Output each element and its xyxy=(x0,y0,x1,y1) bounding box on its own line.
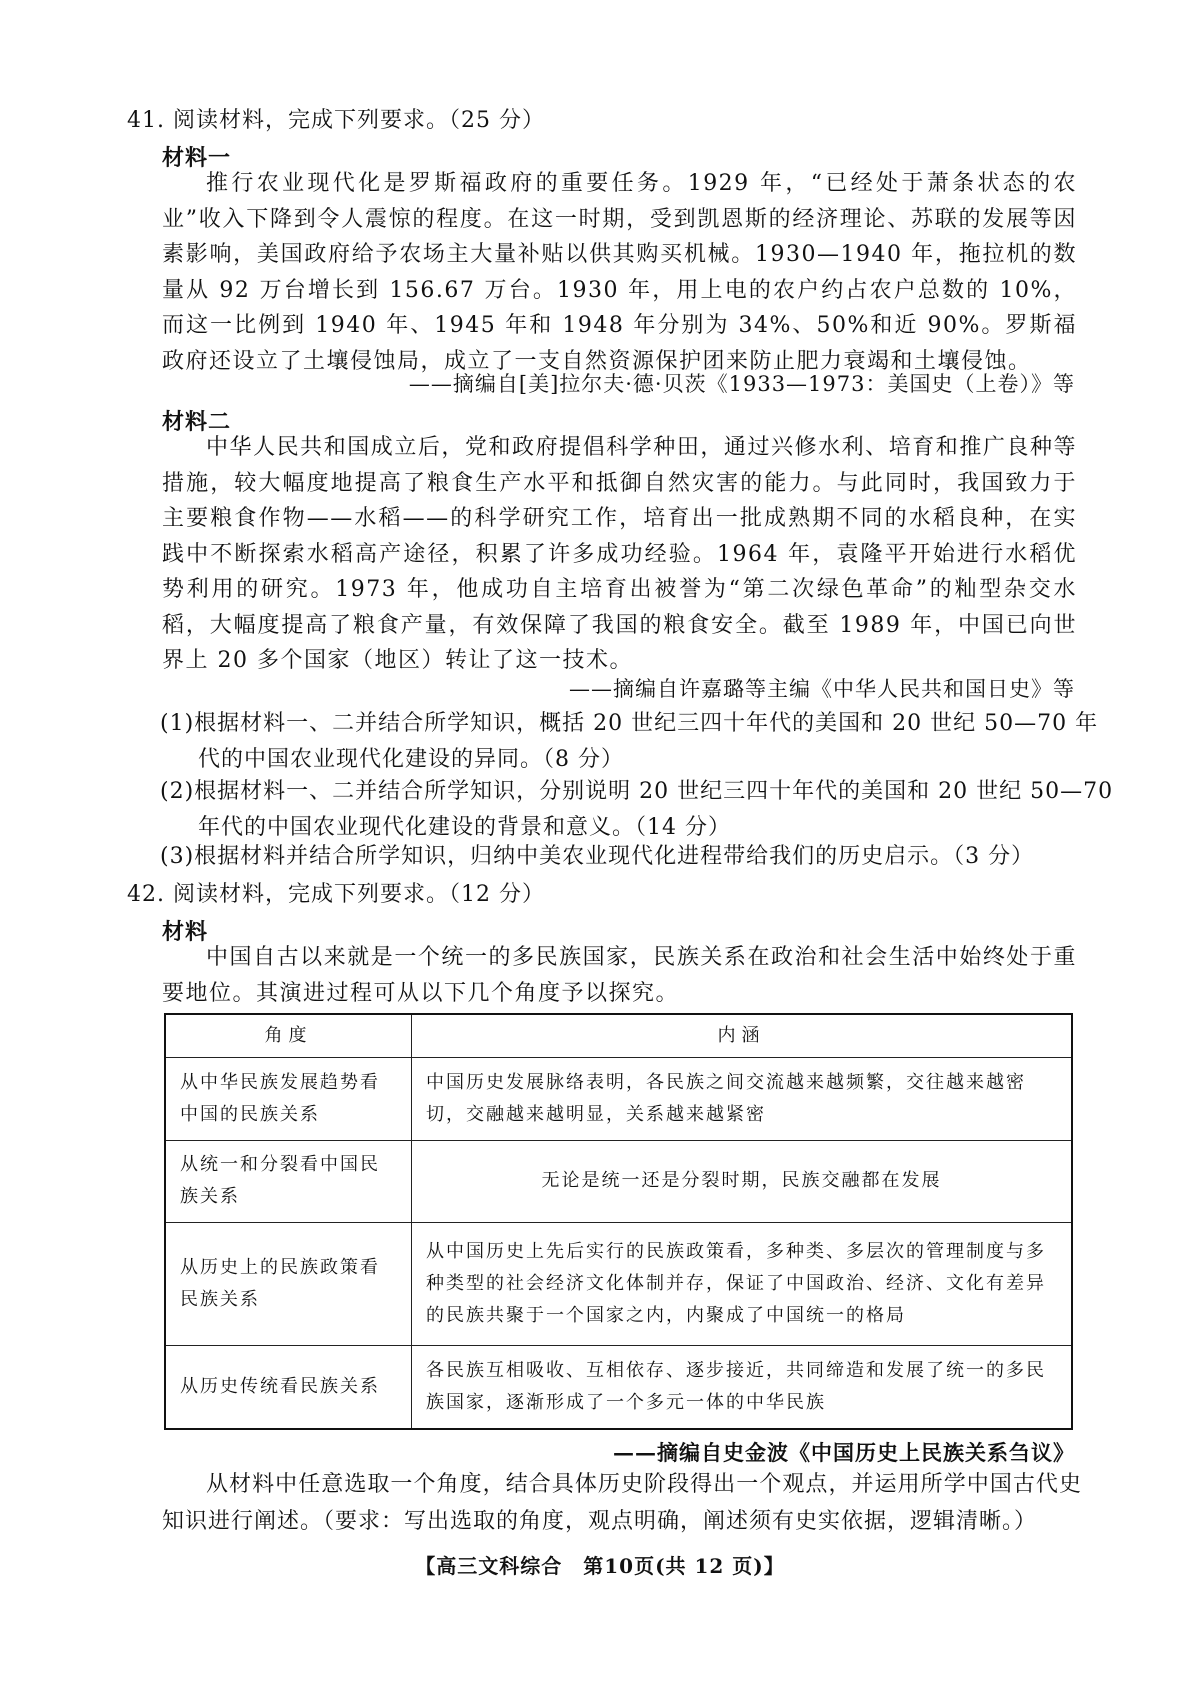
table-row xyxy=(165,1346,1072,1429)
question-41-heading: 41. 阅读材料，完成下列要求。（25 分） xyxy=(127,108,545,133)
table-row xyxy=(165,1058,1072,1141)
material-1-label: 材料一 xyxy=(162,145,232,171)
row-angle: 从历史传统看民族关系 xyxy=(165,1346,412,1429)
question-41-part-3: (3)根据材料并结合所学知识，归纳中美农业现代化进程带给我们的历史启示。（3 分） xyxy=(160,844,1035,869)
row-angle: 从统一和分裂看中国民族关系 xyxy=(165,1140,412,1223)
question-41-part-2: (2)根据材料一、二并结合所学知识，分别说明 20 世纪三四十年代的美国和 20 世纪 50—70 年代的中国农业现代化建设的背景和意义。（14 分） xyxy=(160,779,1114,840)
material-2-text: 中华人民共和国成立后，党和政府提倡科学种田，通过兴修水利、培育和推广良种等措施，较大幅度地提高了粮食生产水平和抵御自然灾害的能力。与此同时，我国致力于主要粮食作物——水稻——的科学研究工作，培育出一批成熟期不同的水稻良种，在实践中不断探索水稻高产途径，积累了许多成功经验。1964 年，袁隆平开始进行水稻优势利用的研究。1973 年，他成功自主培育出被誉为“第二次绿色革命”的籼型杂交水稻，大幅度提高了粮食产量，有效保障了我国的粮食安全。截至 1989 年，中国已向世界上 20 多个国家（地区）转让了这一技术。 xyxy=(162,435,1077,673)
table-row xyxy=(165,1140,1072,1223)
header-angle: 角度 xyxy=(165,1014,412,1058)
material-2-label: 材料二 xyxy=(162,409,232,435)
angles-table xyxy=(164,1013,1073,1430)
question-42-heading: 42. 阅读材料，完成下列要求。（12 分） xyxy=(127,882,545,907)
question-41-part-1: (1)根据材料一、二并结合所学知识，概括 20 世纪三四十年代的美国和 20 世纪 50—70 年代的中国农业现代化建设的异同。（8 分） xyxy=(160,711,1099,772)
material-1-text: 推行农业现代化是罗斯福政府的重要任务。1929 年，“已经处于萧条状态的农业”收入下降到令人震惊的程度。在这一时期，受到凯恩斯的经济理论、苏联的发展等因素影响，美国政府给予农场主大量补贴以供其购买机械。1930—1940 年，拖拉机的数量从 92 万台增长到 156.67 万台。1930 年，用上电的农户约占农户总数的 10%，而这一比例到 1940 年、1945 年和 1948 年分别为 34%、50%和近 90%。罗斯福政府还设立了土壤侵蚀局，成立了一支自然资源保护团来防止肥力衰竭和土壤侵蚀。 xyxy=(162,171,1077,374)
row-angle: 从历史上的民族政策看民族关系 xyxy=(165,1223,412,1346)
material-2-source: ——摘编自许嘉璐等主编《中华人民共和国日史》等 xyxy=(569,677,1075,701)
material-label: 材料 xyxy=(162,919,209,945)
row-meaning: 中国历史发展脉络表明，各民族之间交流越来越频繁，交往越来越密切，交融越来越明显，关系越来越紧密 xyxy=(412,1058,1073,1141)
row-meaning: 各民族互相吸收、互相依存、逐步接近，共同缔造和发展了统一的多民族国家，逐渐形成了一个多元一体的中华民族 xyxy=(412,1346,1073,1429)
header-meaning: 内涵 xyxy=(412,1014,1073,1058)
material-source: ——摘编自史金波《中国历史上民族关系刍议》 xyxy=(613,1440,1075,1465)
page-footer: 【高三文科综合 第10页(共 12 页)】 xyxy=(415,1554,785,1578)
material-1-source: ——摘编自[美]拉尔夫·德·贝茨《1933—1973：美国史（上卷）》等 xyxy=(408,372,1075,396)
table-header-row xyxy=(165,1014,1072,1058)
table-row xyxy=(165,1223,1072,1346)
question-42-task: 从材料中任意选取一个角度，结合具体历史阶段得出一个观点，并运用所学中国古代史知识进行阐述。（要求：写出选取的角度，观点明确，阐述须有史实依据，逻辑清晰。） xyxy=(162,1472,1082,1534)
material-intro: 中国自古以来就是一个统一的多民族国家，民族关系在政治和社会生活中始终处于重要地位。其演进过程可从以下几个角度予以探究。 xyxy=(162,945,1077,1006)
row-meaning: 无论是统一还是分裂时期，民族交融都在发展 xyxy=(412,1140,1073,1223)
row-angle: 从中华民族发展趋势看中国的民族关系 xyxy=(165,1058,412,1141)
row-meaning: 从中国历史上先后实行的民族政策看，多种类、多层次的管理制度与多种类型的社会经济文化体制并存，保证了中国政治、经济、文化有差异的民族共聚于一个国家之内，内聚成了中国统一的格局 xyxy=(412,1223,1073,1346)
